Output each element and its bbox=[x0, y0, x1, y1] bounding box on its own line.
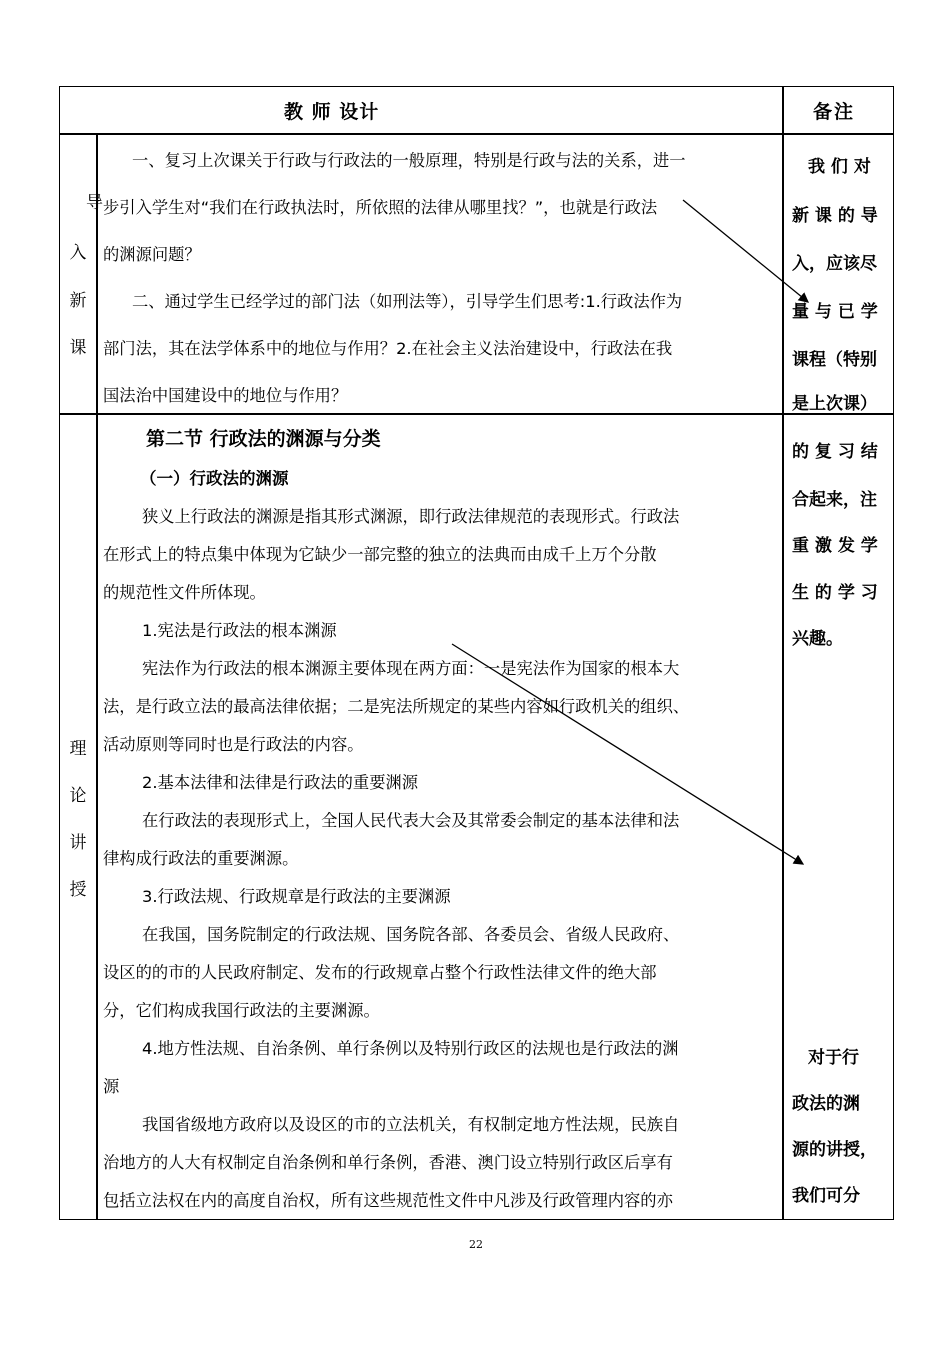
lecture-line: 的规范性文件所体现。 bbox=[103, 583, 266, 602]
lecture-line: 活动原则等同时也是行政法的内容。 bbox=[103, 735, 364, 754]
lecture-line: 在行政法的表现形式上，全国人民代表大会及其常委会制定的基本法律和法 bbox=[142, 811, 680, 830]
lecture-line: 包括立法权在内的高度自治权，所有这些规范性文件中凡涉及行政管理内容的亦 bbox=[103, 1191, 673, 1210]
note-line: 新 课 的 导 bbox=[792, 206, 878, 226]
section-title: 第二节 行政法的渊源与分类 bbox=[146, 428, 381, 450]
note-line: 合起来，注 bbox=[792, 490, 877, 510]
note-line: 兴趣。 bbox=[792, 629, 843, 649]
lecture-line: 2.基本法律和法律是行政法的重要渊源 bbox=[142, 773, 419, 792]
note-line: 我们可分 bbox=[792, 1186, 860, 1206]
intro-label-char: 导 bbox=[86, 193, 103, 213]
intro-label-char: 新 bbox=[69, 291, 87, 311]
lecture-label-char: 授 bbox=[69, 880, 87, 900]
note-line: 源的讲授， bbox=[792, 1140, 877, 1160]
note-line: 的 复 习 结 bbox=[792, 442, 878, 462]
lecture-line: 律构成行政法的重要渊源。 bbox=[103, 849, 299, 868]
note-line: 生 的 学 习 bbox=[792, 583, 878, 603]
lecture-line: 法，是行政立法的最高法律依据；二是宪法所规定的某些内容如行政机关的组织、 bbox=[103, 697, 690, 716]
lecture-line: 1.宪法是行政法的根本渊源 bbox=[142, 621, 337, 640]
note-line: 课程（特别 bbox=[792, 350, 877, 370]
intro-line: 的渊源问题？ bbox=[103, 245, 201, 264]
lecture-line: 狭义上行政法的渊源是指其形式渊源，即行政法律规范的表现形式。行政法 bbox=[142, 507, 680, 526]
intro-line: 国法治中国建设中的地位与作用？ bbox=[103, 386, 348, 405]
lecture-label-char: 讲 bbox=[69, 833, 87, 853]
subsection-title: （一）行政法的渊源 bbox=[140, 469, 289, 488]
lecture-line: 在形式上的特点集中体现为它缺少一部完整的独立的法典而由成千上万个分散 bbox=[103, 545, 657, 564]
page-number: 22 bbox=[469, 1238, 483, 1251]
intro-label-char: 入 bbox=[69, 243, 87, 263]
lecture-line: 4.地方性法规、自治条例、单行条例以及特别行政区的法规也是行政法的渊 bbox=[142, 1039, 679, 1058]
arrow-line-middle bbox=[452, 644, 803, 864]
intro-line: 一、复习上次课关于行政与行政法的一般原理，特别是行政与法的关系，进一 bbox=[132, 151, 686, 170]
lecture-line: 宪法作为行政法的根本渊源主要体现在两方面：一是宪法作为国家的根本大 bbox=[142, 659, 680, 678]
lecture-line: 分，它们构成我国行政法的主要渊源。 bbox=[103, 1001, 380, 1020]
note-line: 政法的渊 bbox=[792, 1094, 860, 1114]
intro-line: 步引入学生对“我们在行政执法时，所依照的法律从哪里找？”，也就是行政法 bbox=[103, 198, 658, 217]
header-notes: 备注 bbox=[813, 101, 856, 123]
lecture-line: 设区的的市的人民政府制定、发布的行政规章占整个行政性法律文件的绝大部 bbox=[103, 963, 657, 982]
header-teacher-design: 教 师 设计 bbox=[284, 101, 380, 123]
lecture-label-char: 论 bbox=[69, 786, 87, 806]
note-line: 重 激 发 学 bbox=[792, 536, 878, 556]
lecture-label-char: 理 bbox=[69, 739, 87, 759]
lecture-line: 源 bbox=[103, 1077, 120, 1096]
intro-line: 部门法，其在法学体系中的地位与作用？2.在社会主义法治建设中，行政法在我 bbox=[103, 339, 673, 358]
lecture-line: 治地方的人大有权制定自治条例和单行条例，香港、澳门设立特别行政区后享有 bbox=[103, 1153, 673, 1172]
note-line: 对于行 bbox=[808, 1048, 859, 1068]
lecture-line: 在我国，国务院制定的行政法规、国务院各部、各委员会、省级人民政府、 bbox=[142, 925, 680, 944]
note-line: 量 与 已 学 bbox=[792, 302, 878, 322]
arrow-line-top bbox=[683, 200, 808, 302]
intro-label-char: 课 bbox=[69, 338, 87, 358]
note-line: 我 们 对 bbox=[808, 157, 871, 177]
note-line: 入，应该尽 bbox=[792, 254, 877, 274]
lecture-line: 我国省级地方政府以及设区的市的立法机关，有权制定地方性法规，民族自 bbox=[142, 1115, 680, 1134]
note-line: 是上次课） bbox=[792, 394, 877, 414]
intro-line: 二、通过学生已经学过的部门法（如刑法等），引导学生们思考:1.行政法作为 bbox=[132, 292, 683, 311]
lecture-line: 3.行政法规、行政规章是行政法的主要渊源 bbox=[142, 887, 451, 906]
